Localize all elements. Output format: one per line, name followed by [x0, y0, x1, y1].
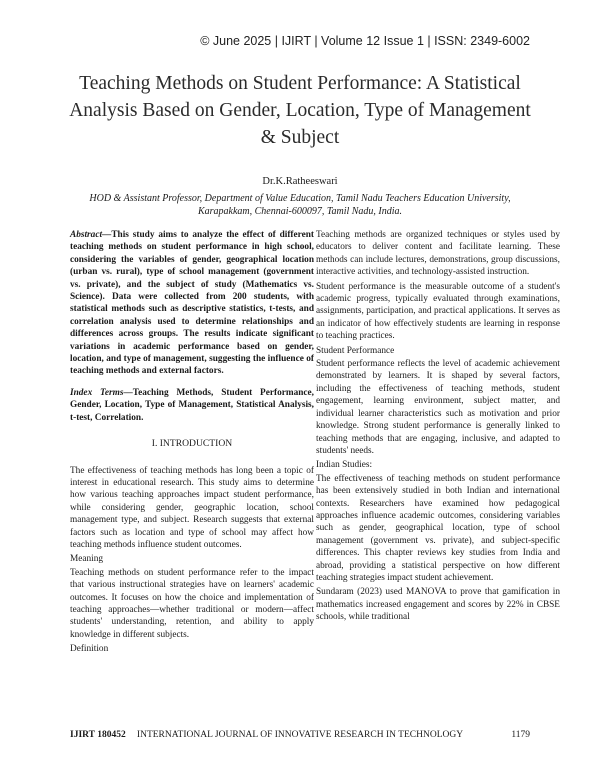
definition-heading: Definition: [70, 644, 109, 655]
index-terms-text: Teaching Methods, Student Performance, Gender, Location, Type of Management, Statistical Analysis, t-test, Correlation.: [70, 387, 314, 423]
header-citation: © June 2025 | IJIRT | Volume 12 Issue 1 | ISSN: 2349-6002: [200, 34, 530, 48]
right-column: [316, 229, 560, 626]
sundaram-paragraph: Sundaram (2023) used MANOVA to prove that gamification in mathematics increased engagement and scores by 22% in CBSE schools, while traditional: [316, 587, 560, 623]
index-terms: [70, 387, 314, 424]
abstract-label: Abstract—: [70, 230, 112, 240]
paper-title: Teaching Methods on Student Performance: A Statistical Analysis Based on Gender, Location, Type of Management & Subject: [69, 73, 531, 148]
footer-journal-name: INTERNATIONAL JOURNAL OF INNOVATIVE RESEARCH IN TECHNOLOGY: [136, 730, 464, 740]
intro-paragraph: The effectiveness of teaching methods has long been a topic of interest in educational research. This study aims to determine how various teaching approaches impact student performance, while considering gender, geographic location, school management type, and subject. Research suggests that external factors such as location and type of school may affect how teaching methods influence student outcomes.: [70, 465, 314, 550]
left-column: [70, 229, 314, 657]
meaning-paragraph: Teaching methods on student performance refer to the impact that various instructional strategies have on learners' academic outcomes. It focuses on how the choice and implementation of teaching approaches—whether traditional or modern—affect students' understanding, retention, and ability to apply knowledge in different subjects.: [70, 567, 314, 640]
footer-paper-id: IJIRT 180452: [70, 730, 126, 740]
meaning-heading: Meaning: [70, 554, 104, 565]
author-name: Dr.K.Ratheeswari: [262, 176, 338, 187]
index-terms-label: Index Terms—: [70, 387, 133, 398]
teaching-methods-paragraph: Teaching methods are organized techniques or styles used by educators to deliver content and facilitate learning. These methods can include lectures, demonstrations, group discussions, interactive activities, and technology-assisted instruction.: [316, 230, 560, 278]
abstract-text: This study aims to analyze the effect of different teaching methods on student performance in high school, considering the variables of gender, geographical location (urban vs. rural), type of school management (government vs. private), and the subject of study (Mathematics vs. Science). Data were collected from 200 students, with statistical methods such as descriptive statistics, t-tests, and correlation analysis used to determine relationships and differences across groups. The results indicate significant variations in academic performance based on gender, location, and type of management, suggesting the influence of teaching methods and external factors.: [70, 230, 314, 377]
student-performance-heading: Student Performance: [316, 345, 395, 356]
author-affiliation: HOD & Assistant Professor, Department of Value Education, Tamil Nadu Teachers Education University, Karapakkam, Chennai-600097, Tamil Nadu, India.: [89, 193, 511, 217]
footer: [70, 730, 530, 744]
section-heading-introduction: I. INTRODUCTION: [151, 438, 233, 450]
footer-page-number: 1179: [511, 730, 530, 740]
student-performance-paragraph: Student performance reflects the level of academic achievement demonstrated by learners. It is shaped by several factors, including the effectiveness of teaching methods, student engagement, learning environment, subject matter, and individual learner characteristics such as motivation and prior knowledge. Strong student performance is generally linked to teaching methods that are engaging, inclusive, and adapted to students' needs.: [316, 359, 560, 456]
abstract: [70, 229, 314, 378]
indian-studies-paragraph: The effectiveness of teaching methods on student performance has been extensively studied in both Indian and international contexts. Researchers have examined how pedagogical approaches influence academic outcomes, considering variables such as gender, geographical location, type of school management (government vs. private), and subject-specific differences. This chapter reviews key studies from India and abroad, providing a statistical perspective on how different teaching strategies impact student achievement.: [316, 473, 560, 583]
indian-studies-heading: Indian Studies:: [316, 460, 373, 471]
student-performance-definition-paragraph: Student performance is the measurable outcome of a student's academic progress, typically evaluated through examinations, assignments, participation, and practical applications. It serves as an indicator of how effectively students are learning in response to teaching practices.: [316, 281, 560, 342]
